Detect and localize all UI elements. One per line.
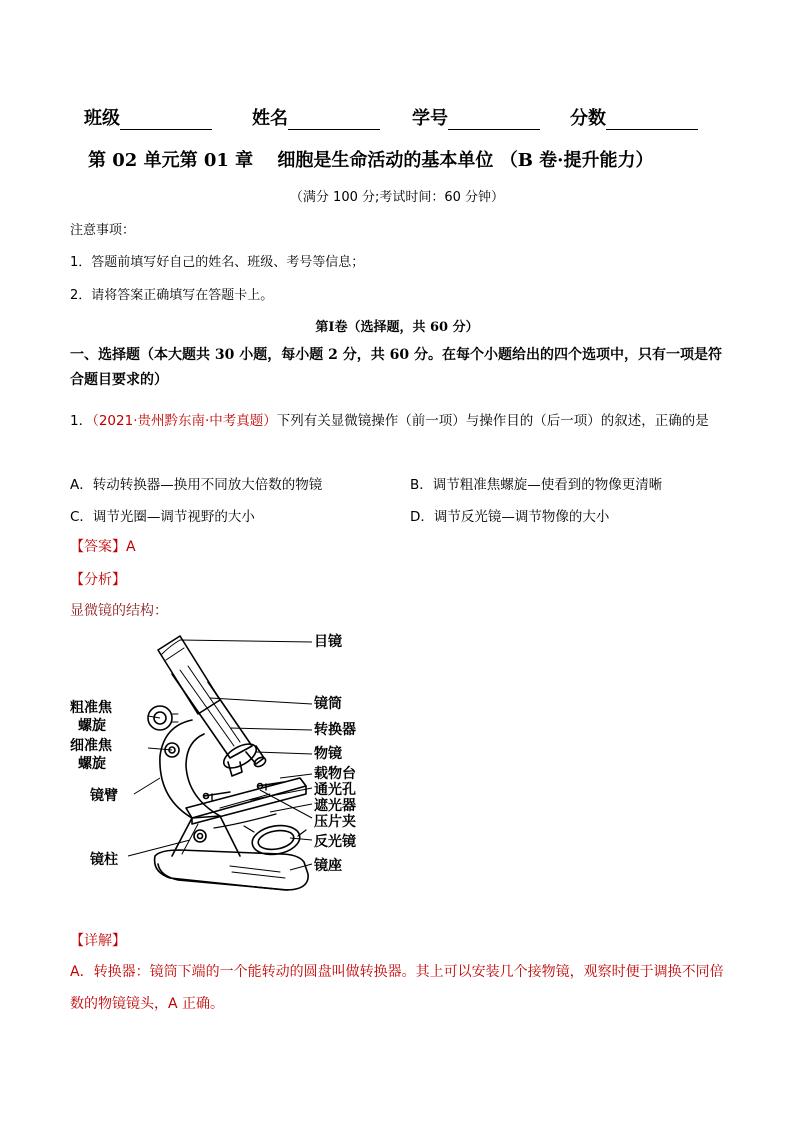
student-info-line [84, 104, 724, 132]
name-label: 姓名 [252, 108, 288, 129]
label-diaphragm: 遮光器 [314, 798, 356, 814]
detail-label: 【详解】 [70, 933, 126, 949]
label-nosepiece: 转换器 [314, 722, 356, 738]
question-1 [70, 409, 740, 429]
exam-subtitle: （满分 100 分;考试时间：60 分钟） [289, 190, 505, 205]
note-item-1: 1．答题前填写好自己的姓名、班级、考号等信息； [70, 255, 365, 270]
answer-label: 【答案】 [70, 539, 126, 555]
section-heading: 第Ⅰ卷（选择题，共 60 分） [315, 320, 479, 335]
class-field[interactable] [84, 104, 212, 130]
id-field[interactable] [412, 104, 540, 130]
analysis-label: 【分析】 [70, 572, 126, 588]
microscope-diagram [70, 628, 380, 908]
label-eyepiece: 目镜 [314, 634, 342, 650]
label-coarse-2: 螺旋 [78, 718, 106, 734]
label-base: 镜座 [314, 858, 342, 874]
label-objective: 物镜 [314, 746, 342, 762]
option-d[interactable]: D．调节反光镜—调节物像的大小 [410, 509, 610, 525]
label-tube: 镜筒 [314, 696, 342, 712]
class-blank[interactable] [120, 109, 212, 130]
label-clip: 压片夹 [314, 814, 356, 830]
option-b[interactable]: B．调节粗准焦螺旋—使看到的物像更清晰 [410, 477, 663, 493]
class-label: 班级 [84, 108, 120, 129]
label-aperture: 通光孔 [314, 782, 356, 798]
answer-line [70, 536, 136, 556]
label-coarse-1: 粗准焦 [70, 700, 112, 716]
label-pillar: 镜柱 [90, 852, 118, 868]
page-title: 第 02 单元第 01 章 细胞是生命活动的基本单位 （B 卷·提升能力） [88, 150, 654, 171]
structure-title: 显微镜的结构： [70, 603, 168, 619]
name-field[interactable] [252, 104, 380, 130]
notes-heading: 注意事项： [70, 223, 136, 238]
option-c[interactable]: C．调节光圈—调节视野的大小 [70, 509, 255, 525]
label-stage: 载物台 [314, 766, 356, 782]
id-label: 学号 [412, 108, 448, 129]
id-blank[interactable] [448, 109, 540, 130]
label-mirror: 反光镜 [314, 834, 356, 850]
label-fine-2: 螺旋 [78, 756, 106, 772]
score-blank[interactable] [606, 109, 698, 130]
score-label: 分数 [570, 108, 606, 129]
note-item-2: 2．请将答案正确填写在答题卡上。 [70, 288, 274, 303]
label-fine-1: 细准焦 [70, 738, 112, 754]
answer-value: A [126, 539, 136, 555]
question-number: 1． [70, 413, 93, 429]
detail-text: A．转换器：镜筒下端的一个能转动的圆盘叫做转换器。其上可以安装几个接物镜，观察时便于调换不同倍数的物镜镜头，A 正确。 [70, 964, 724, 1012]
score-field[interactable] [570, 104, 698, 130]
question-source: （2021·贵州黔东南·中考真题） [92, 413, 277, 429]
part1-heading: 一、选择题（本大题共 30 小题，每小题 2 分，共 60 分。在每个小题给出的四个选项中，只有一项是符合题目要求的） [70, 347, 722, 388]
label-arm: 镜臂 [90, 788, 118, 804]
name-blank[interactable] [288, 109, 380, 130]
question-stem: 下列有关显微镜操作（前一项）与操作目的（后一项）的叙述，正确的是 [276, 413, 709, 429]
option-a[interactable]: A．转动转换器—换用不同放大倍数的物镜 [70, 477, 323, 493]
